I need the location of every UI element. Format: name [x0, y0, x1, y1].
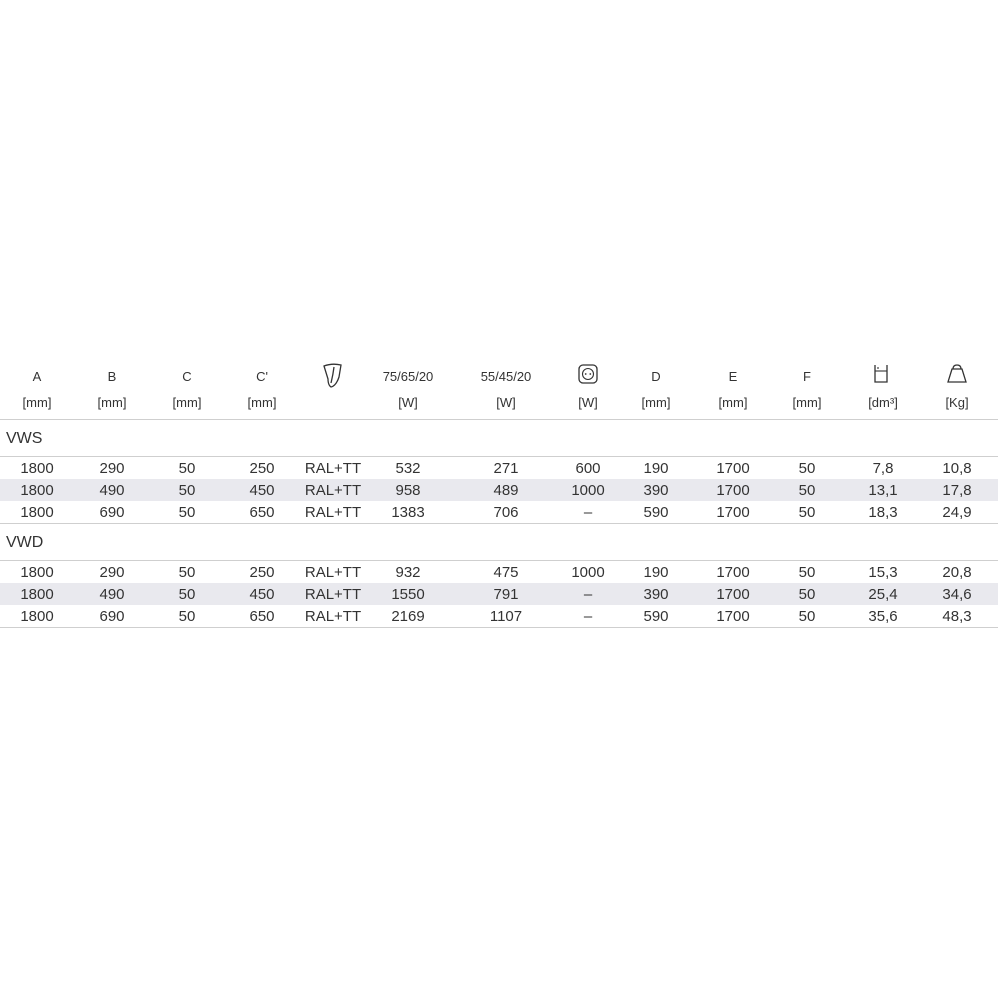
- table-body: [0, 420, 998, 628]
- col-unit-w75: [W]: [398, 395, 418, 410]
- cell-w75: 2169: [391, 608, 425, 625]
- cell-vol: 35,6: [868, 608, 898, 625]
- cell-vol: 25,4: [868, 586, 898, 603]
- cell-vol: 7,8: [872, 460, 894, 477]
- cell-w55: 489: [493, 482, 519, 499]
- cell-elec: –: [583, 608, 593, 625]
- cell-a: 1800: [20, 482, 54, 499]
- cell-elec: 600: [575, 460, 601, 477]
- col-header-f: F: [803, 369, 811, 384]
- cell-e: 1700: [716, 608, 750, 625]
- cell-c2: 250: [249, 460, 275, 477]
- cell-c: 50: [178, 608, 196, 625]
- cell-f: 50: [798, 564, 816, 581]
- col-header-w75: 75/65/20: [382, 369, 434, 384]
- cell-c: 50: [178, 482, 196, 499]
- cell-d: 390: [643, 586, 669, 603]
- cell-c2: 250: [249, 564, 275, 581]
- table-row: [0, 457, 998, 479]
- cell-f: 50: [798, 586, 816, 603]
- cell-e: 1700: [716, 586, 750, 603]
- cell-f: 50: [798, 504, 816, 521]
- cell-a: 1800: [20, 504, 54, 521]
- cell-c2: 650: [249, 504, 275, 521]
- cell-b: 290: [99, 460, 125, 477]
- cell-kg: 48,3: [942, 608, 972, 625]
- cell-b: 490: [99, 482, 125, 499]
- cell-finish: RAL+TT: [304, 482, 362, 499]
- col-unit-a: [mm]: [22, 395, 52, 410]
- cell-a: 1800: [20, 460, 54, 477]
- col-unit-c: [mm]: [172, 395, 202, 410]
- table-row: [0, 501, 998, 524]
- cell-elec: –: [583, 504, 593, 521]
- group-header: [0, 420, 998, 457]
- cell-w75: 1383: [391, 504, 425, 521]
- cell-e: 1700: [716, 504, 750, 521]
- cell-w55: 706: [493, 504, 519, 521]
- cell-e: 1700: [716, 564, 750, 581]
- cell-a: 1800: [20, 586, 54, 603]
- water-volume-icon: [872, 363, 890, 390]
- cell-e: 1700: [716, 482, 750, 499]
- table-row: [0, 583, 998, 605]
- cell-c: 50: [178, 564, 196, 581]
- cell-d: 590: [643, 608, 669, 625]
- cell-kg: 34,6: [942, 586, 972, 603]
- col-unit-d: [mm]: [641, 395, 671, 410]
- cell-d: 590: [643, 504, 669, 521]
- cell-w55: 475: [493, 564, 519, 581]
- cell-kg: 10,8: [942, 460, 972, 477]
- cell-elec: 1000: [571, 482, 605, 499]
- cell-finish: RAL+TT: [304, 586, 362, 603]
- cell-finish: RAL+TT: [304, 564, 362, 581]
- cell-c2: 450: [249, 482, 275, 499]
- cell-w75: 1550: [391, 586, 425, 603]
- unit-row: [0, 391, 998, 420]
- cell-elec: 1000: [571, 564, 605, 581]
- group-header: [0, 524, 998, 561]
- cell-d: 190: [643, 460, 669, 477]
- cell-w75: 532: [395, 460, 421, 477]
- col-unit-e: [mm]: [718, 395, 748, 410]
- cell-b: 490: [99, 586, 125, 603]
- cell-a: 1800: [20, 608, 54, 625]
- col-unit-vol: [dm³]: [868, 395, 898, 410]
- cell-w75: 932: [395, 564, 421, 581]
- col-header-w55: 55/45/20: [480, 369, 532, 384]
- col-header-c: C: [182, 369, 192, 384]
- group-label: VWD: [6, 534, 44, 551]
- col-header-c2: C': [256, 369, 268, 384]
- col-unit-f: [mm]: [792, 395, 822, 410]
- col-unit-c2: [mm]: [247, 395, 277, 410]
- table-row: [0, 479, 998, 501]
- cell-kg: 17,8: [942, 482, 972, 499]
- cell-vol: 15,3: [868, 564, 898, 581]
- cell-c: 50: [178, 504, 196, 521]
- cell-f: 50: [798, 608, 816, 625]
- cell-c2: 450: [249, 586, 275, 603]
- col-unit-w55: [W]: [496, 395, 516, 410]
- cell-finish: RAL+TT: [304, 504, 362, 521]
- col-unit-kg: [Kg]: [945, 395, 969, 410]
- paint-tube-icon: [322, 363, 344, 394]
- cell-c: 50: [178, 460, 196, 477]
- cell-w55: 271: [493, 460, 519, 477]
- cell-c: 50: [178, 586, 196, 603]
- cell-vol: 18,3: [868, 504, 898, 521]
- cell-d: 390: [643, 482, 669, 499]
- cell-b: 290: [99, 564, 125, 581]
- col-header-e: E: [728, 369, 738, 384]
- cell-f: 50: [798, 460, 816, 477]
- group-label: VWS: [6, 430, 43, 447]
- cell-elec: –: [583, 586, 593, 603]
- col-header-d: D: [651, 369, 661, 384]
- col-header-a: A: [32, 369, 42, 384]
- cell-e: 1700: [716, 460, 750, 477]
- cell-w75: 958: [395, 482, 421, 499]
- cell-kg: 20,8: [942, 564, 972, 581]
- cell-a: 1800: [20, 564, 54, 581]
- cell-b: 690: [99, 504, 125, 521]
- cell-d: 190: [643, 564, 669, 581]
- cell-kg: 24,9: [942, 504, 972, 521]
- col-unit-elec: [W]: [578, 395, 598, 410]
- cell-b: 690: [99, 608, 125, 625]
- cell-w55: 1107: [489, 608, 523, 625]
- cell-w55: 791: [493, 586, 519, 603]
- table-row: [0, 605, 998, 628]
- col-unit-b: [mm]: [97, 395, 127, 410]
- cell-finish: RAL+TT: [304, 460, 362, 477]
- col-header-b: B: [107, 369, 117, 384]
- header-row: [0, 355, 998, 391]
- cell-f: 50: [798, 482, 816, 499]
- spec-table: [0, 355, 998, 628]
- cell-vol: 13,1: [868, 482, 898, 499]
- cell-c2: 650: [249, 608, 275, 625]
- electric-socket-icon: [577, 363, 599, 390]
- cell-finish: RAL+TT: [304, 608, 362, 625]
- weight-icon: [946, 363, 968, 390]
- table-row: [0, 561, 998, 583]
